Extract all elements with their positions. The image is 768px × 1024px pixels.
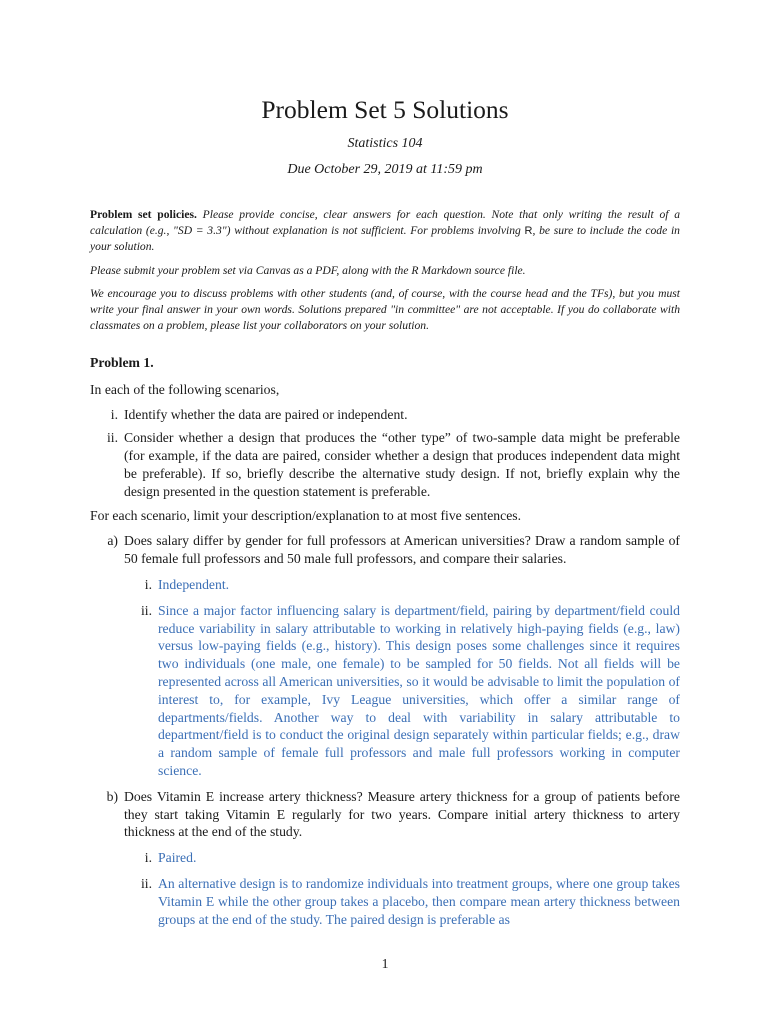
policies-heading: Problem set policies. (90, 208, 197, 221)
task-item: i. Identify whether the data are paired or independent. (110, 406, 408, 422)
answer-item: i. Paired. (144, 850, 197, 866)
problem-heading: Problem 1. (90, 355, 154, 370)
policy-paragraph-2: Please submit your problem set via Canvas as a PDF, along with the R Markdown source file. (90, 263, 526, 277)
answer-list (124, 849, 680, 928)
answer-item: i. Independent. (144, 576, 230, 592)
course-name: Statistics 104 (347, 136, 423, 151)
answer-item: ii. Since a major factor influencing salary is department/field, pairing by department/field could reduce variability in salary attributable to working in relatively high-paying fields (e.g., law) versus low-paying fields (e.g., history). This design poses some challenges since it requires two individuals (one male, one female) to be sampled for 50 fields. Not all fields will be represented across all American universities, so it would be advisable to limit the population of interest to, for example, Ivy League universities, which offer a similar range of departments/fields. Another way to deal with variability in salary attributable to department/field is to conduct the original design separately within particular fields; e.g., draw a random sample of female full professors and male full professors working in computer science. (140, 602, 680, 778)
task-list (90, 406, 680, 501)
task-item: ii. Consider whether a design that produces the “other type” of two-sample data might be preferable (for example, if the data are paired, consider whether a design that produces independent data might be preferable). If so, briefly describe the alternative study design. If not, briefly explain why the design presented in the question statement is preferable. (106, 430, 680, 499)
scenario-question: Does Vitamin E increase artery thickness? Measure artery thickness for a group of patients before they start taking Vitamin E regularly for two years. Compare initial artery thickness to artery thickness at the end of the study. (124, 788, 680, 840)
page-number: 1 (381, 956, 389, 971)
scenario-list (90, 532, 680, 928)
policy-paragraph-3: We encourage you to discuss problems with other students (and, of course, with the course head and the TFs), but you must write your final answer in your own words. Solutions prepared "in committee" are not acceptable. If you do collaborate with classmates on a problem, please list your collaborators on your solution. (90, 287, 680, 332)
problem-intro: In each of the following scenarios, (90, 381, 280, 397)
due-date: Due October 29, 2019 at 11:59 pm (287, 162, 483, 177)
document-page (90, 0, 680, 1024)
scenario-b: b) Does Vitamin E increase artery thickness? Measure artery thickness for a group of patients before they start taking Vitamin E regularly for two years. Compare initial artery thickness to artery thickness at the end of the study. i. Paired. ii. An alternative design is to randomize individuals into treatment groups, where one group takes Vitamin E while the other group takes a placebo, then compare mean artery thickness between groups at the end of the study. The paired design is preferable as (106, 788, 680, 927)
policies-section (90, 207, 680, 341)
answer-item: ii. An alternative design is to randomize individuals into treatment groups, where one group takes Vitamin E while the other group takes a placebo, then compare mean artery thickness between groups at the end of the study. The paired design is preferable as (140, 875, 680, 927)
answer-list (124, 576, 680, 780)
policy-paragraph-1: Problem set policies. Please provide concise, clear answers for each question. Note that only writing the result of a calculation (e.g., "SD = 3.3") without explanation is not sufficient. For problems involving R, be sure to include the code in your solution. (90, 208, 681, 254)
r-code-label: R (524, 224, 533, 237)
problem-1 (90, 354, 680, 936)
scenario-a: a) Does salary differ by gender for full professors at American universities? Draw a random sample of 50 female full professors and 50 male full professors, and compare their salaries. i. Independent. ii. Since a major factor influencing salary is department/field, pairing by department/field could reduce variability in salary attributable to working in relatively high-paying fields (e.g., law) versus low-paying fields (e.g., history). This design poses some challenges since it requires two individuals (one male, one female) to be sampled for 50 fields. Not all fields will be represented across all American universities, so it would be advisable to limit the population of interest to, for example, Ivy League universities, which offer a similar range of departments/fields. Another way to deal with variability in salary attributable to department/field is to conduct the original design separately within particular fields; e.g., draw a random sample of female full professors and male full professors working in computer science. (107, 533, 680, 778)
page-title: Problem Set 5 Solutions (261, 95, 509, 124)
scenario-question: Does salary differ by gender for full professors at American universities? Draw a random sample of 50 female full professors and 50 male full professors, and compare their salaries. (124, 533, 680, 567)
limit-note: For each scenario, limit your description/explanation to at most five sentences. (90, 507, 522, 523)
